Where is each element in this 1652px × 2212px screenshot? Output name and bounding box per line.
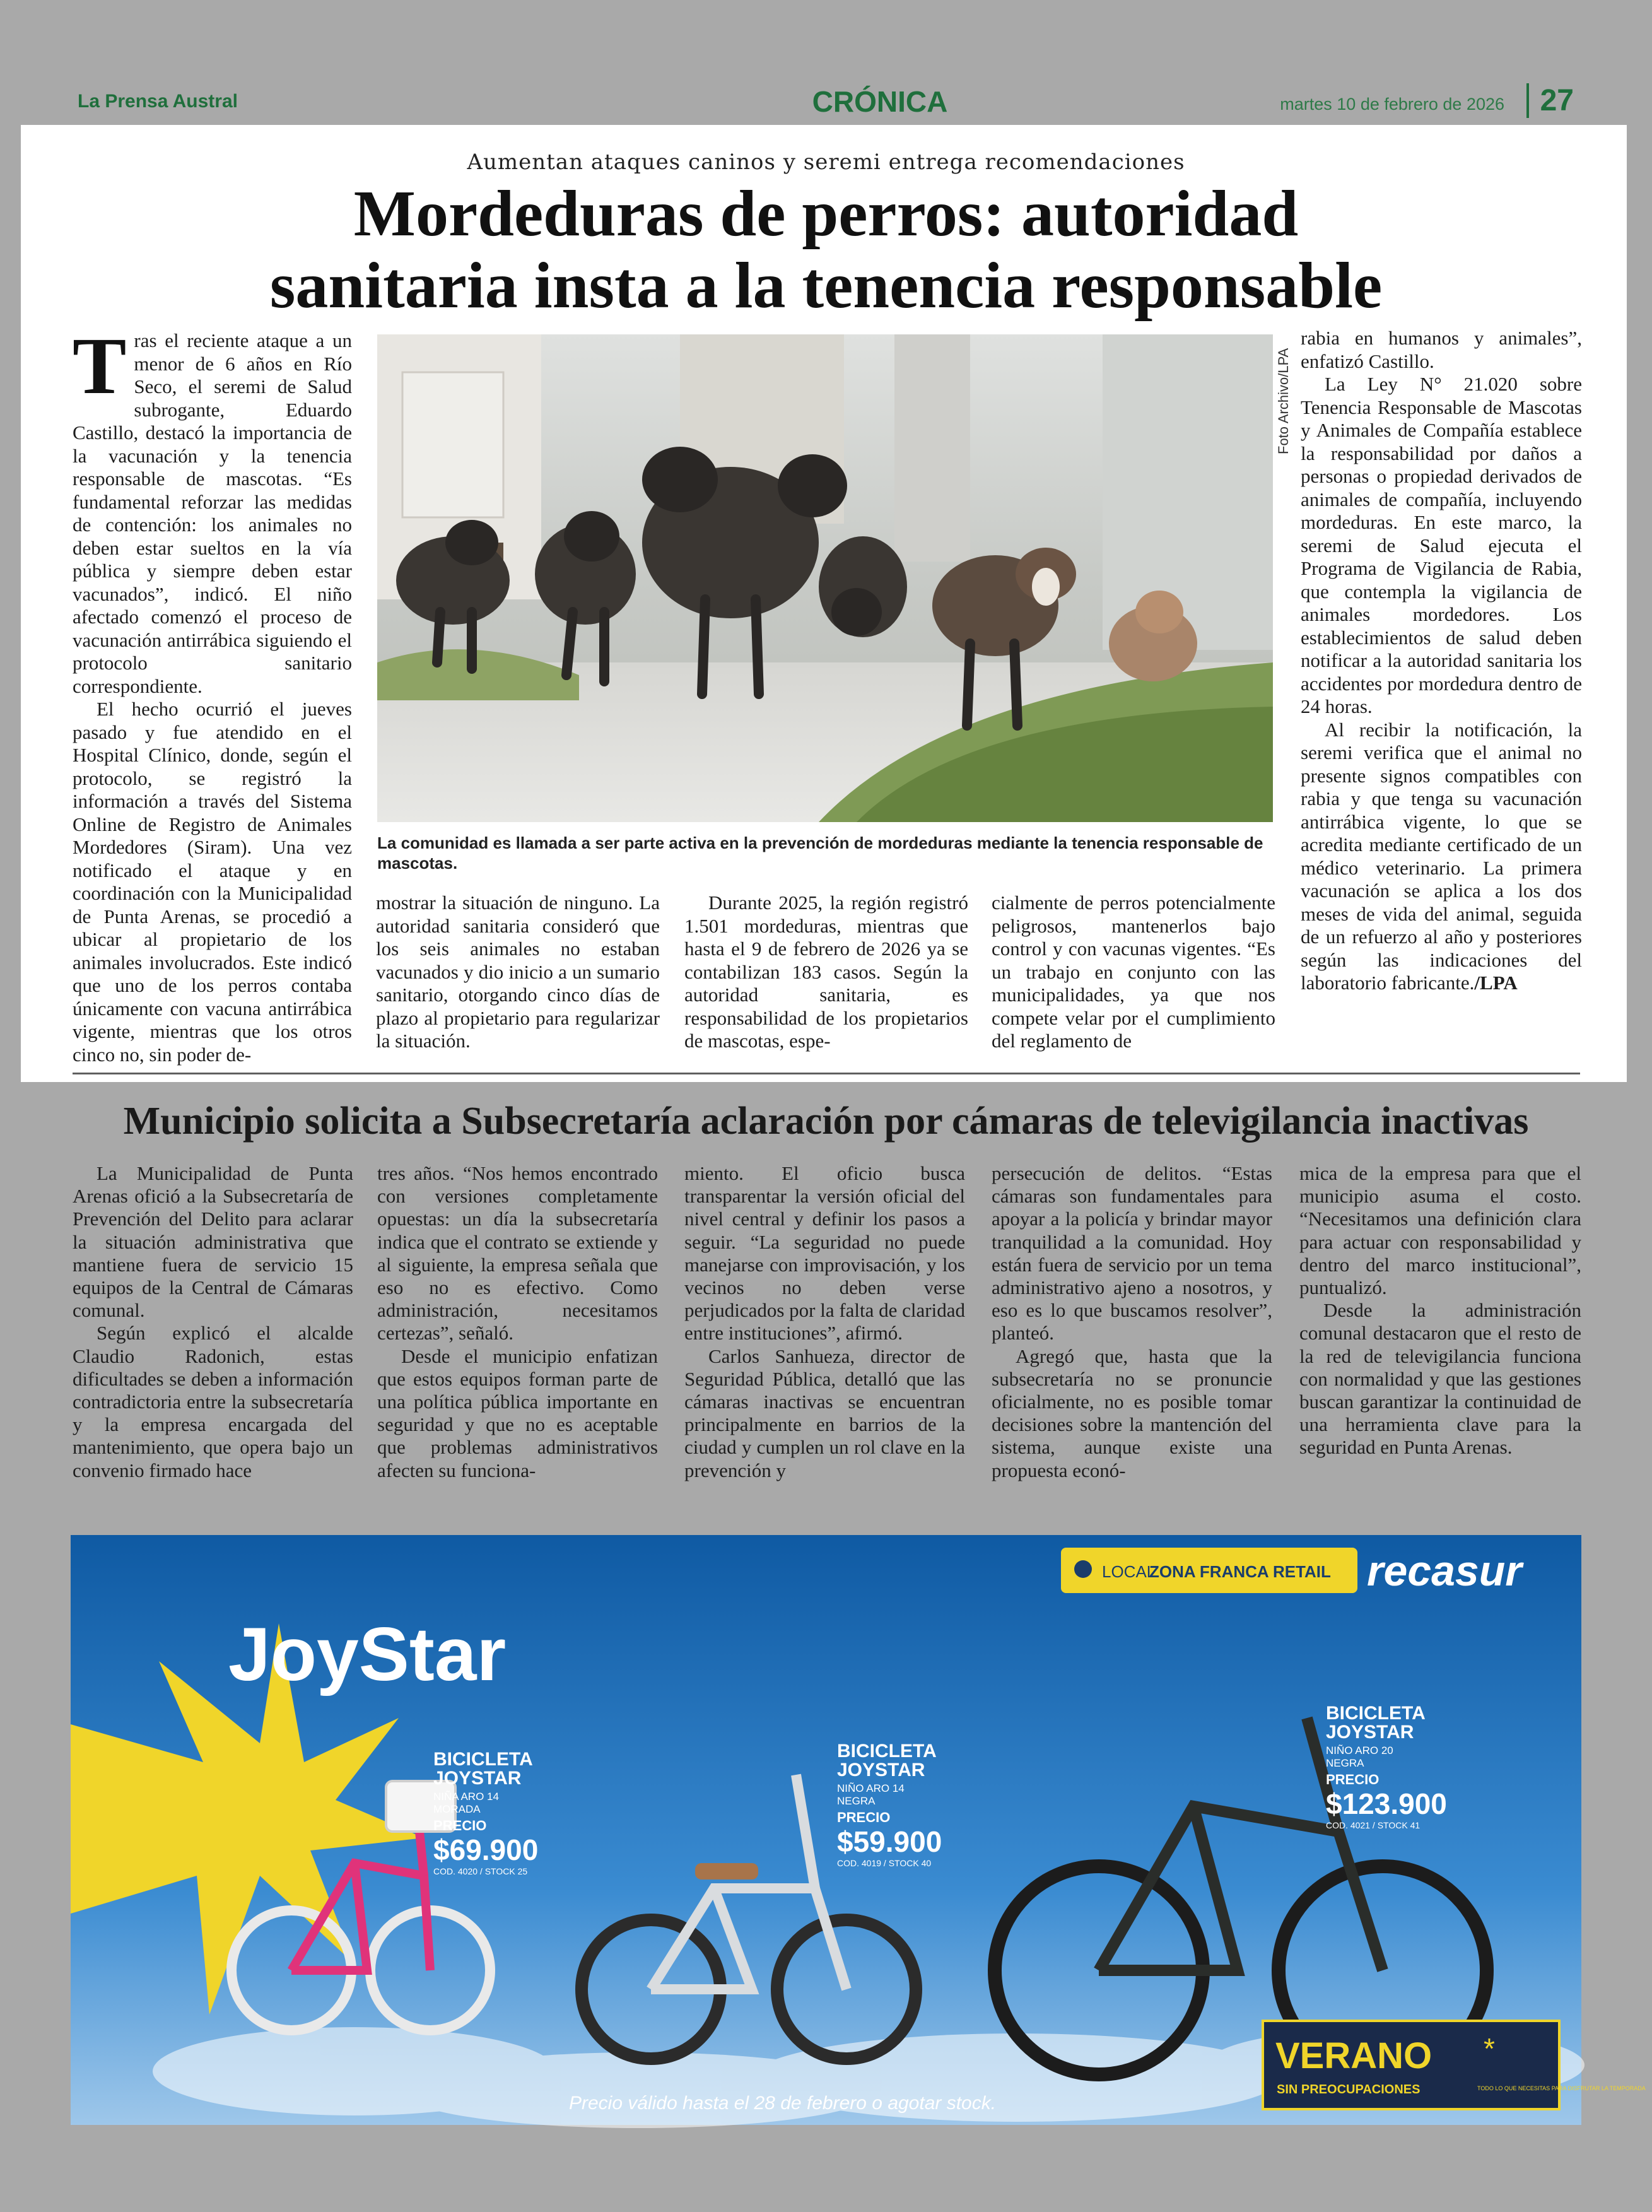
product-2-price: $59.900 [837, 1825, 942, 1858]
ad-footer: Precio válido hasta el 28 de febrero o agotar stock. [569, 2093, 997, 2114]
column-5-paragraph-1: rabia en humanos y animales”, enfatizó Castillo. [1301, 327, 1582, 372]
product-2-detail-2: NEGRA [837, 1795, 876, 1807]
bicycle-advertisement[interactable] [71, 1535, 1646, 2125]
a2-column-3-paragraph-1: miento. El oficio busca transparentar la versión oficial del nivel central y definir los pasos a seguir. “La seguridad no puede manejarse con improvisación, y los vecinos no deben verse perjudicados por la falta de claridad entre instituciones”, afirmó. [684, 1162, 965, 1344]
column-2-paragraph-1: mostrar la situación de ninguno. La autoridad sanitaria consideró que los seis animales no estaban vacunados y dio inicio a un sumario sanitario, otorgando cinco días de plazo al propietario para regularizar la situación. [376, 891, 660, 1052]
article-signature: /LPA [1474, 972, 1518, 994]
product-3-detail-2: NEGRA [1326, 1757, 1364, 1769]
a2-column-2-paragraph-2: Desde el municipio enfatizan que estos equipos forman parte de una política pública importante en seguridad y que no es aceptable que problemas administrativos afecten su funciona- [377, 1344, 658, 1481]
a2-column-5-paragraph-1: mica de la empresa para que el municipio asuma el costo. “Necesitamos una definición clara para actuar con responsabilidad y dentro del marco institucional”, puntualizó. [1299, 1162, 1581, 1299]
location-label: LOCAL [1102, 1562, 1156, 1581]
a2-column-2-paragraph-1: tres años. “Nos hemos encontrado con versiones completamente opuestas: un día la subsecretaría indica que el contrato se extiende y al siguiente, la empresa señala que eso no es efectivo. Como administración, necesitamos certezas”, señaló. [377, 1162, 658, 1344]
a2-column-3-paragraph-2: Carlos Sanhueza, director de Seguridad Pública, detalló que las cámaras inactivas se encuentran principalmente en barrios de la ciudad y cumplen un rol clave en la prevención y [684, 1344, 965, 1481]
column-5-paragraph-2: La Ley N° 21.020 sobre Tenencia Responsable de Mascotas y Animales de Compañía establece la responsabilidad por daños a personas o propiedad derivados de animales de compañía, incluyendo mordeduras. En este marco, la seremi de Salud ejecuta el Programa de Vigilancia de Rabia, que contempla la vigilancia de animales mordedores. Los establecimientos de salud deben notificar a la autoridad sanitaria los accidentes por mordedura dentro de 24 horas. [1301, 373, 1582, 717]
product-1-detail-2: MORADA [433, 1803, 481, 1815]
photo-credit-text: Foto Archivo/LPA [1275, 348, 1291, 454]
article-2-column-5 [1299, 1162, 1581, 1459]
product-3-name-2: JOYSTAR [1326, 1722, 1414, 1743]
product-2-price-label: PRECIO [837, 1809, 891, 1825]
verano-note: TODO LO QUE NECESITAS PARA DISFRUTAR LA TEMPORADA [1477, 2085, 1646, 2091]
article-2-headline: Municipio solicita a Subsecretaría aclaración por cámaras de televigilancia inactivas [123, 1100, 1529, 1143]
product-1-price: $69.900 [433, 1833, 539, 1866]
headline-line-1: Mordeduras de perros: autoridad [353, 177, 1299, 250]
column-3-paragraph-1: Durante 2025, la región registró 1.501 mordeduras, mientras que hasta el 9 de febrero de 2026 ya se contabilizan 183 casos. Según la autoridad sanitaria, es responsabilidad de los propietarios de mascotas, espe- [684, 891, 968, 1052]
product-3-price-label: PRECIO [1326, 1772, 1380, 1787]
product-3-name-1: BICICLETA [1326, 1703, 1426, 1724]
column-4-paragraph-1: cialmente de perros potencialmente peligrosos, mantenerlos bajo control y con vacunas vigentes. “Es un trabajo en conjunto con las municipalidades, ya que nos compete velar por el cumplimiento del reglamento de [992, 891, 1275, 1052]
product-3-code: COD. 4021 / STOCK 41 [1326, 1820, 1421, 1830]
bike-saddle [695, 1863, 758, 1880]
article-2-column-2 [377, 1162, 658, 1482]
column-1-paragraph-2: El hecho ocurrió el jueves pasado y fue atendido en el Hospital Clínico, donde, según el protocolo, se registró la información a través del Sistema Online de Registro de Animales Mordedores (Siram). Una vez notificado el ataque y en coordinación con la Municipalidad de Punta Arenas, se procedió a ubicar al propietario de los animales involucrados. Este indicó que uno de los perros contaba únicamente con vacuna antirrábica vigente, mientras que los otros cinco no, sin poder de- [73, 698, 352, 1066]
product-1-name-1: BICICLETA [433, 1749, 533, 1770]
a2-column-4-paragraph-1: persecución de delitos. “Estas cámaras son fundamentales para apoyar a la policía y brindar mayor tranquilidad a la comunidad. Hoy están fuera de servicio por un tema administrativo ajeno a nosotros, y eso es lo que buscamos resolver”, planteó. [992, 1162, 1272, 1344]
a2-column-1-paragraph-1: La Municipalidad de Punta Arenas ofició a la Subsecretaría de Prevención del Delito para aclarar la situación administrativa que mantiene fuera de servicio 15 equipos de la Central de Cámaras comunal. [73, 1162, 353, 1322]
drop-cap: T [73, 321, 127, 411]
product-1-price-label: PRECIO [433, 1818, 487, 1833]
article-kicker: Aumentan ataques caninos y seremi entrega recomendaciones [467, 150, 1185, 175]
a2-column-4-paragraph-2: Agregó que, hasta que la subsecretaría no se pronuncie oficialmente, no es posible tomar decisiones sobre la mantención del sistema, aunque existe una propuesta econó- [992, 1344, 1272, 1481]
product-2-code: COD. 4019 / STOCK 40 [837, 1858, 932, 1868]
product-1-detail-1: NIÑA ARO 14 [433, 1791, 499, 1803]
sun-icon: * [1484, 2032, 1495, 2065]
a2-column-1-paragraph-2: Según explicó el alcalde Claudio Radonich, estas dificultades se deben a información contradictoria entre la subsecretaría y la empresa encargada del mantenimiento, que opera bajo un convenio firmado hace [73, 1322, 353, 1481]
column-1-paragraph-1: ras el reciente ataque a un menor de 6 años en Río Seco, el seremi de Salud subrogante, Eduardo Castillo, destacó la importancia de la vacunación y la tenencia responsable de mascotas. “Es fundamental reforzar las medidas de contención: los animales no deben estar sueltos en la vía pública y siempre deben estar vacunados”, indicó. El niño afectado comenzó el proceso de vacunación antirrábica siguiendo el protocolo sanitario correspondiente. [73, 329, 352, 697]
a2-column-5-paragraph-2: Desde la administración comunal destacaron que el resto de la red de televigilancia funciona con normalidad y que las gestiones buscan garantizar la continuidad de una herramienta clave para la seguridad en Punta Arenas. [1299, 1299, 1581, 1459]
article-column-3 [684, 891, 968, 1053]
page-header [73, 82, 1580, 121]
location-name: ZONA FRANCA RETAIL [1149, 1562, 1331, 1581]
article-2-column-3 [684, 1162, 965, 1482]
location-pin-icon [1074, 1560, 1092, 1578]
product-2-detail-1: NIÑO ARO 14 [837, 1782, 905, 1794]
joystar-logo: JoyStar [228, 1612, 507, 1697]
dogs-photo [377, 334, 1273, 822]
article-column-4 [992, 891, 1275, 1053]
product-3-price: $123.900 [1326, 1787, 1447, 1820]
photo-credit [1275, 328, 1294, 454]
article-column-5 [1301, 327, 1582, 995]
section-divider [73, 1073, 1580, 1074]
article-headline [0, 178, 1652, 322]
verano-title: VERANO [1275, 2035, 1432, 2076]
newspaper-brand: La Prensa Austral [78, 91, 238, 112]
section-title: CRÓNICA [812, 85, 948, 118]
product-1-code: COD. 4020 / STOCK 25 [433, 1866, 528, 1876]
product-2-name-2: JOYSTAR [837, 1760, 925, 1780]
recasur-logo: recasur [1367, 1547, 1522, 1595]
dogs-photo-illustration [377, 334, 1273, 822]
product-1-name-2: JOYSTAR [433, 1768, 522, 1789]
headline-line-2: sanitaria insta a la tenencia responsable [269, 249, 1383, 322]
column-5-paragraph-3: Al recibir la notificación, la seremi verifica que el animal no presente signos compatibles con rabia y que tenga su vacunación antirrábica vigente, lo que se acredita mediante certificado de un médico veterinario. La primera vacunación se aplica a los dos meses de vida del animal, seguida de un refuerzo al año y posteriores según las indicaciones del laboratorio fabricante. [1301, 718, 1582, 994]
article-2-column-4 [992, 1162, 1272, 1482]
photo-caption: La comunidad es llamada a ser parte activa en la prevención de mordeduras mediante la tenencia responsable de mascotas. [377, 833, 1263, 873]
ad-artwork [71, 1535, 1646, 2125]
issue-date: martes 10 de febrero de 2026 [1280, 95, 1504, 114]
article-column-1 [73, 321, 352, 1066]
article-2-column-1 [73, 1162, 353, 1482]
verano-subtitle: SIN PREOCUPACIONES [1277, 2083, 1421, 2097]
product-3-detail-1: NIÑO ARO 20 [1326, 1744, 1393, 1756]
page-number: 27 [1526, 83, 1574, 118]
article-column-2 [376, 891, 660, 1053]
product-2-name-1: BICICLETA [837, 1741, 937, 1762]
